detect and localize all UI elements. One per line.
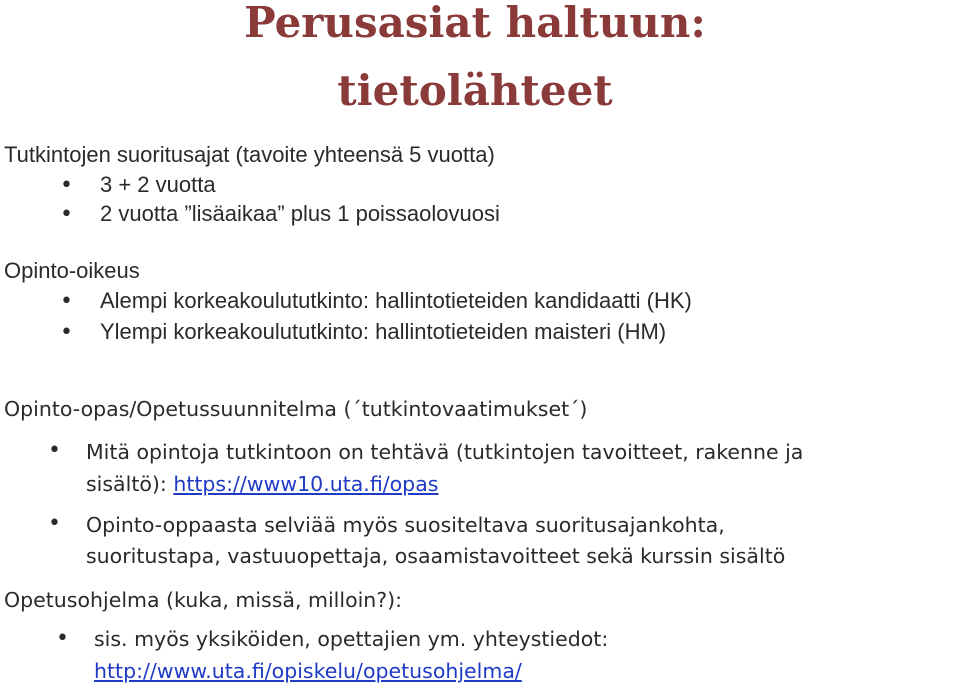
bullet-icon: • xyxy=(56,626,69,651)
bullet-icon: • xyxy=(48,438,61,463)
list-item: Ylempi korkeakoulututkinto: hallintotieteiden maisteri (HM) xyxy=(100,319,667,344)
list-item: 2 vuotta ”lisäaikaa” plus 1 poissaolovuosi xyxy=(100,201,500,226)
list-item: sis. myös yksiköiden, opettajien ym. yhteystiedot: xyxy=(94,627,609,651)
bullet-icon: • xyxy=(60,173,73,198)
slide-title-line-2: tietolähteet xyxy=(337,66,613,115)
list-item-continuation xyxy=(94,659,522,683)
bullet-icon: • xyxy=(60,289,73,314)
opetusohjelma-link[interactable]: http://www.uta.fi/opiskelu/opetusohjelma/ xyxy=(94,659,522,683)
bullet-icon: • xyxy=(60,320,73,345)
section-heading-opinto-oikeus: Opinto-oikeus xyxy=(4,258,140,283)
bullet-icon: • xyxy=(60,202,73,227)
list-item: Mitä opintoja tutkintoon on tehtävä (tutkintojen tavoitteet, rakenne ja xyxy=(86,440,804,464)
slide-title-line-1: Perusasiat haltuun: xyxy=(244,0,706,47)
section-heading-suoritusajat: Tutkintojen suoritusajat (tavoite yhteensä 5 vuotta) xyxy=(4,142,495,167)
opas-link[interactable]: https://www10.uta.fi/opas xyxy=(173,472,439,496)
list-item: Opinto-oppaasta selviää myös suositeltava suoritusajankohta, xyxy=(86,513,725,537)
list-item: 3 + 2 vuotta xyxy=(100,172,216,197)
list-item-prefix: sisältö): xyxy=(86,472,174,496)
section-heading-opetusohjelma: Opetusohjelma (kuka, missä, milloin?): xyxy=(4,588,403,612)
list-item: Alempi korkeakoulututkinto: hallintotieteiden kandidaatti (HK) xyxy=(100,288,692,313)
section-heading-opinto-opas: Opinto-opas/Opetussuunnitelma (´tutkintovaatimukset´) xyxy=(4,397,588,421)
list-item-continuation xyxy=(86,472,438,496)
list-item-continuation: suoritustapa, vastuuopettaja, osaamistavoitteet sekä kurssin sisältö xyxy=(86,544,786,568)
bullet-icon: • xyxy=(48,511,61,536)
